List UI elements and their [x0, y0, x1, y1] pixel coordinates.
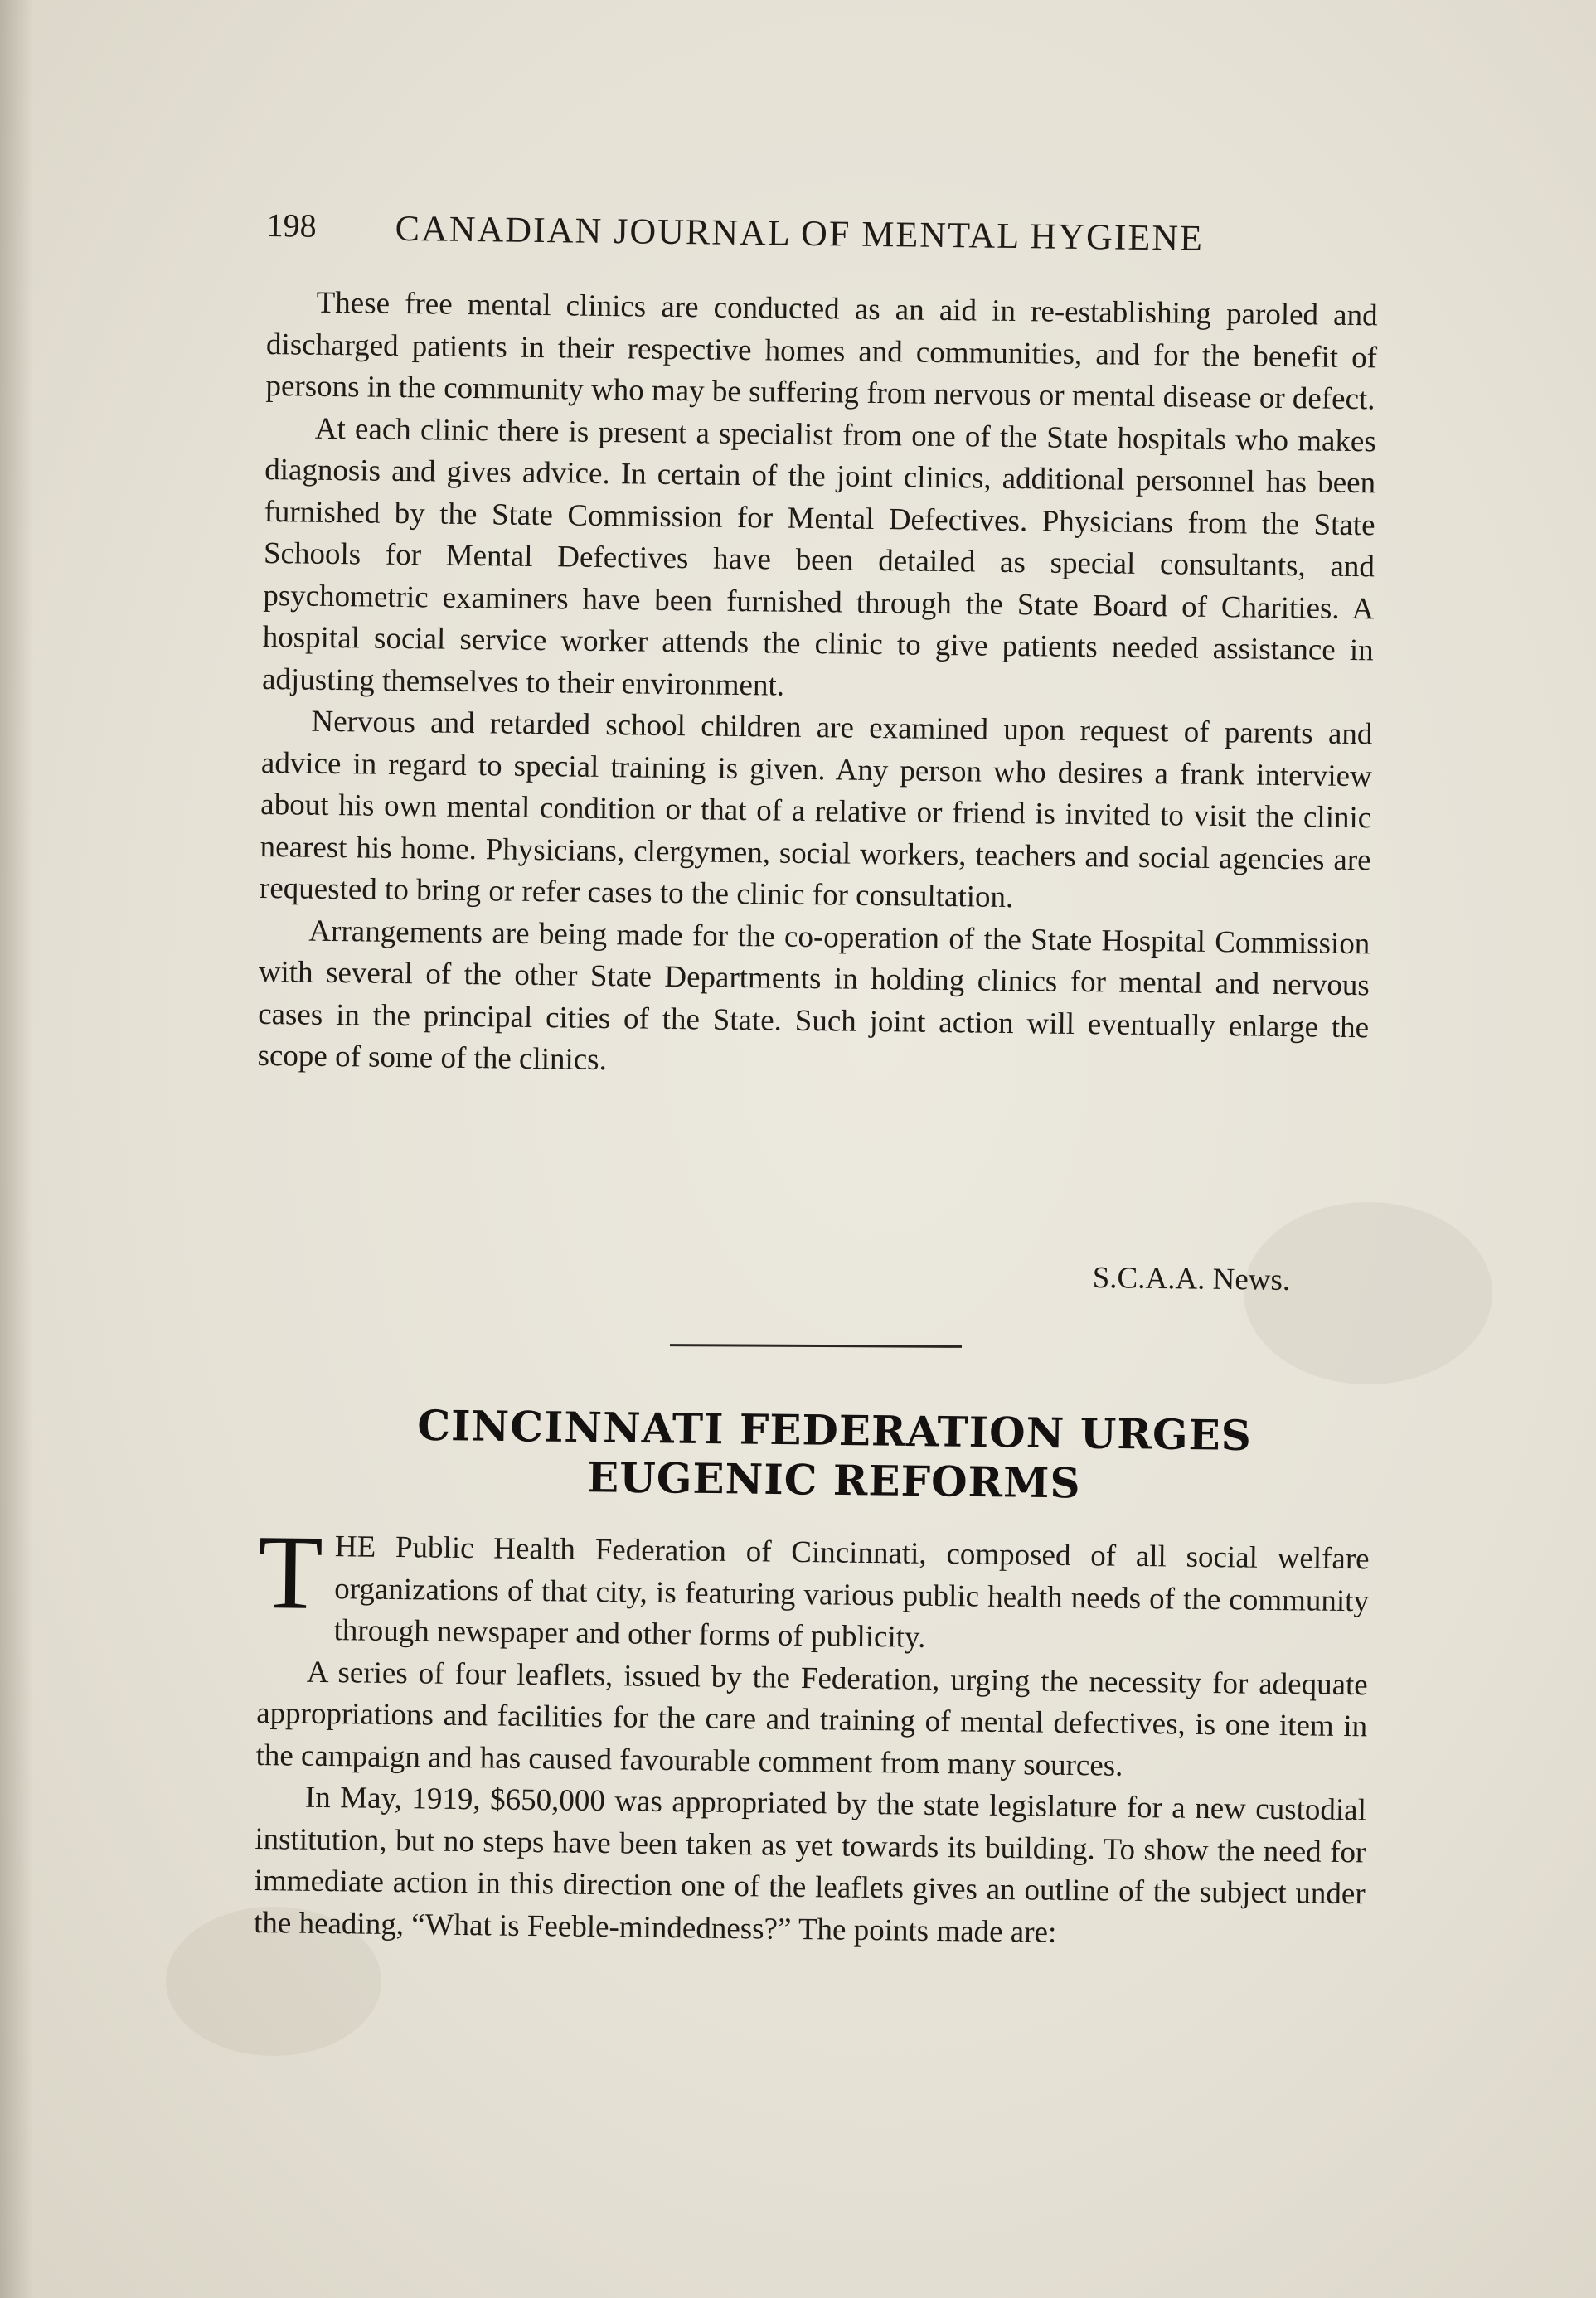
paragraph: Nervous and retarded school children are examined upon request of parents and advice in regard to special training is given. Any person who desires a frank interview about his own mental condition or that of a relative or friend is invited to visit the clinic nearest his home. Physicians, clergymen, social workers, teachers and social agencies are requested to bring or refer cases to the clinic for consultation.	[259, 704, 1373, 915]
opening-paragraph	[257, 1513, 1370, 1665]
paragraph: A series of four leaflets, issued by the Federation, urging the necessity for adequate appropriations and facilities for the care and training of mental defectives, is one item in the campaign and has caused favourable comment from many sources.	[255, 1655, 1369, 1783]
paragraph: In May, 1919, $650,000 was appropriated by the state legislature for a new custodial institution, but no steps have been taken as yet towards its building. To show the need for immediate action in this direction one of the leaflets gives an outline of the subject under the heading, “What is Feeble-mindedness?” The points made are:	[253, 1780, 1367, 1950]
opening-paragraph-text: HE Public Health Federation of Cincinnati, composed of all social welfare organizations of that city, is featuring various public health needs of the community through newspaper and other forms of publicity.	[333, 1530, 1370, 1655]
page-number: 198	[266, 206, 317, 245]
headline-line-1: CINCINNATI FEDERATION URGES	[416, 1400, 1253, 1461]
page-edge-shadow	[0, 0, 33, 2298]
article-headline	[299, 1399, 1370, 1512]
headline-line-2: EUGENIC REFORMS	[586, 1452, 1081, 1508]
running-head	[266, 206, 1262, 268]
section-divider	[670, 1344, 962, 1348]
drop-cap: T	[257, 1513, 324, 1631]
article-cincinnati-federation	[253, 1513, 1370, 1957]
source-credit: S.C.A.A. News.	[1092, 1260, 1291, 1297]
journal-title: CANADIAN JOURNAL OF MENTAL HYGIENE	[395, 207, 1205, 259]
paragraph: Arrangements are being made for the co-operation of the State Hospital Commission with several of the other State Departments in holding clinics for mental and nervous cases in the principal cities of the State. Such joint action will eventually enlarge the scope of some of the clinics.	[257, 914, 1370, 1078]
paragraph: These free mental clinics are conducted as an aid in re-establishing paroled and discharged patients in their respective homes and communities, and for the benefit of persons in the community who may be suffering from nervous or mental disease or defect.	[265, 285, 1378, 417]
paragraph: At each clinic there is present a specialist from one of the State hospitals who makes diagnosis and gives advice. In certain of the joint clinics, additional personnel has been furnished by the State Commission for Mental Defectives. Physicians from the State Schools for Mental Defectives have been detailed as special consultants, and psychometric examiners have been furnished through the State Board of Charities. A hospital social service worker attends the clinic to give patients needed assistance in adjusting themselves to their environment.	[261, 411, 1377, 703]
article-mental-clinics	[257, 282, 1378, 1091]
